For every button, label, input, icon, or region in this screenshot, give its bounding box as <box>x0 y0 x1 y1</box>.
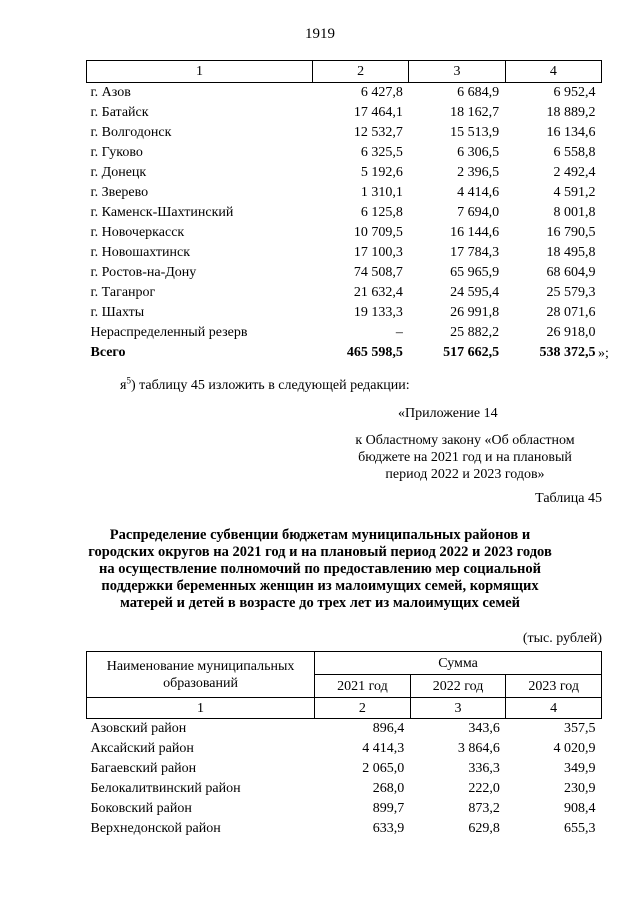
row-name: Азовский район <box>90 721 187 736</box>
row-name: Белокалитвинский район <box>90 781 241 796</box>
value-2022: 26 991,8 <box>450 305 500 320</box>
table-row <box>87 123 602 143</box>
header-year: 2022 год <box>410 675 506 698</box>
value-2022: 18 162,7 <box>450 105 500 120</box>
value-2021: 74 508,7 <box>353 265 403 280</box>
value-2021: 1 310,1 <box>360 185 403 200</box>
table-row <box>87 203 602 223</box>
value-2021: 17 100,3 <box>353 245 403 260</box>
value-2022: 65 965,9 <box>450 265 500 280</box>
total-label: Всего <box>90 345 126 360</box>
value-2023: 18 495,8 <box>546 245 596 260</box>
row-name: Нераспределенный резерв <box>90 325 248 340</box>
value-2021: 633,9 <box>372 821 405 836</box>
paragraph-prefix: я <box>120 378 127 393</box>
row-name: г. Батайск <box>90 105 149 120</box>
row-name: Боковский район <box>90 801 192 816</box>
value-2023: 6 558,8 <box>553 145 596 160</box>
appendix-line: бюджете на 2021 год и на плановый <box>358 450 572 465</box>
value-2023: 4 020,9 <box>553 741 596 756</box>
value-2023: 6 952,4 <box>553 85 596 100</box>
col-number: 2 <box>315 698 411 719</box>
col-number: 4 <box>506 698 602 719</box>
value-2023: 16 134,6 <box>546 125 596 140</box>
total-2022: 517 662,5 <box>443 345 500 360</box>
table-row <box>87 719 602 740</box>
row-name: г. Азов <box>90 85 131 100</box>
header-name-line: образований <box>163 675 238 691</box>
value-2022: 873,2 <box>468 801 500 816</box>
appendix-block <box>330 405 600 483</box>
table-row <box>87 183 602 203</box>
value-2021: 21 632,4 <box>353 285 403 300</box>
value-2021: 6 325,5 <box>360 145 403 160</box>
value-2021: 5 192,6 <box>360 165 403 180</box>
row-name: Верхнедонской район <box>90 821 221 836</box>
value-2022: 2 396,5 <box>457 165 500 180</box>
value-2021: 17 464,1 <box>353 105 403 120</box>
row-name: г. Новошахтинск <box>90 245 191 260</box>
page-number: 1919 <box>305 26 335 42</box>
row-name: Аксайский район <box>90 741 194 756</box>
value-2023: 357,5 <box>564 721 596 736</box>
title-line: матерей и детей в возрасте до трех лет из малоимущих семей <box>119 595 521 611</box>
header-year: 2021 год <box>315 675 411 698</box>
col-number: 3 <box>409 61 505 83</box>
value-2021: 19 133,3 <box>353 305 403 320</box>
municipal-table-continued <box>86 60 602 363</box>
value-2022: 222,0 <box>468 781 500 796</box>
value-2023: 28 071,6 <box>546 305 596 320</box>
value-2022: 343,6 <box>468 721 500 736</box>
title-line: городских округов на 2021 год и на плановый период 2022 и 2023 годов <box>88 544 552 560</box>
value-2023: 4 591,2 <box>553 185 596 200</box>
total-row <box>87 343 602 363</box>
paragraph-text: ) таблицу 45 изложить в следующей редакции: <box>130 378 410 393</box>
total-2023: 538 372,5 <box>539 345 596 360</box>
value-2021: 6 427,8 <box>360 85 403 100</box>
value-2023: 26 918,0 <box>546 325 596 340</box>
value-2022: 629,8 <box>468 821 500 836</box>
value-2021: 899,7 <box>372 801 405 816</box>
row-name: г. Новочеркасск <box>90 225 185 240</box>
row-name: г. Шахты <box>90 305 145 320</box>
value-2021: 4 414,3 <box>362 741 405 756</box>
value-2023: 68 604,9 <box>546 265 596 280</box>
value-2021: 268,0 <box>372 781 405 796</box>
table-row <box>87 759 602 779</box>
appendix-line: к Областному закону «Об областном <box>355 433 575 448</box>
value-2022: 6 306,5 <box>457 145 500 160</box>
value-2022: 3 864,6 <box>457 741 500 756</box>
subvention-table <box>86 651 602 839</box>
table-row <box>87 323 602 343</box>
col-number: 3 <box>410 698 506 719</box>
table-row <box>87 103 602 123</box>
row-name: г. Донецк <box>90 165 147 180</box>
table-row <box>87 243 602 263</box>
value-2022: 25 882,2 <box>450 325 500 340</box>
value-2023: 25 579,3 <box>546 285 596 300</box>
appendix-line: период 2022 и 2023 годов» <box>385 467 545 482</box>
table-row <box>87 143 602 163</box>
value-2022: 336,3 <box>468 761 500 776</box>
total-tail: »; <box>598 346 609 361</box>
column-number-row <box>87 698 602 719</box>
value-2021: 6 125,8 <box>360 205 403 220</box>
header-year: 2023 год <box>506 675 602 698</box>
header-name-line: Наименование муниципальных <box>106 658 295 674</box>
value-2022: 4 414,6 <box>457 185 500 200</box>
column-number-header <box>87 61 602 83</box>
table-row <box>87 263 602 283</box>
total-2021: 465 598,5 <box>346 345 403 360</box>
title-line: на осуществление полномочий по предоставлению мер социальной <box>99 561 541 577</box>
value-2023: 230,9 <box>564 781 596 796</box>
appendix-title: «Приложение 14 <box>398 406 498 421</box>
value-2023: 2 492,4 <box>553 165 596 180</box>
table-row <box>87 223 602 243</box>
value-2021: 12 532,7 <box>353 125 403 140</box>
value-2022: 16 144,6 <box>450 225 500 240</box>
row-name: г. Гуково <box>90 145 143 160</box>
col-number: 4 <box>505 61 601 83</box>
units-label: (тыс. рублей) <box>522 631 602 646</box>
paragraph-superscript: 5 <box>126 375 131 386</box>
value-2022: 15 513,9 <box>450 125 500 140</box>
value-2021: 896,4 <box>372 721 405 736</box>
col-number: 1 <box>87 698 315 719</box>
amendment-paragraph <box>120 375 410 394</box>
value-2023: 908,4 <box>564 801 596 816</box>
row-name: г. Каменск-Шахтинский <box>90 205 234 220</box>
value-2022: 24 595,4 <box>450 285 500 300</box>
document-title <box>60 527 580 612</box>
table-row <box>87 303 602 323</box>
value-2022: 7 694,0 <box>457 205 500 220</box>
value-2023: 18 889,2 <box>546 105 596 120</box>
row-name: г. Зверево <box>90 185 149 200</box>
table-row <box>87 163 602 183</box>
value-2023: 16 790,5 <box>546 225 596 240</box>
value-2021: 2 065,0 <box>362 761 405 776</box>
col-number: 1 <box>87 61 313 83</box>
value-2023: 655,3 <box>564 821 596 836</box>
row-name: г. Ростов-на-Дону <box>90 265 197 280</box>
table-label: Таблица 45 <box>535 491 602 506</box>
table-row <box>87 819 602 839</box>
table-row <box>87 739 602 759</box>
value-2022: 6 684,9 <box>457 85 500 100</box>
table-row <box>87 83 602 104</box>
value-2021: – <box>395 325 403 340</box>
value-2022: 17 784,3 <box>450 245 500 260</box>
header-name <box>87 652 315 698</box>
title-line: Распределение субвенции бюджетам муниципальных районов и <box>109 527 531 543</box>
title-line: поддержки беременных женщин из малоимущих семей, кормящих <box>101 578 539 594</box>
col-number: 2 <box>313 61 409 83</box>
table-row <box>87 779 602 799</box>
value-2023: 8 001,8 <box>553 205 596 220</box>
row-name: г. Волгодонск <box>90 125 172 140</box>
value-2021: 10 709,5 <box>353 225 403 240</box>
row-name: г. Таганрог <box>90 285 156 300</box>
table-row <box>87 283 602 303</box>
header-sum: Сумма <box>315 652 602 675</box>
table-row <box>87 799 602 819</box>
row-name: Багаевский район <box>90 761 197 776</box>
value-2023: 349,9 <box>564 761 596 776</box>
header-row <box>87 652 602 675</box>
